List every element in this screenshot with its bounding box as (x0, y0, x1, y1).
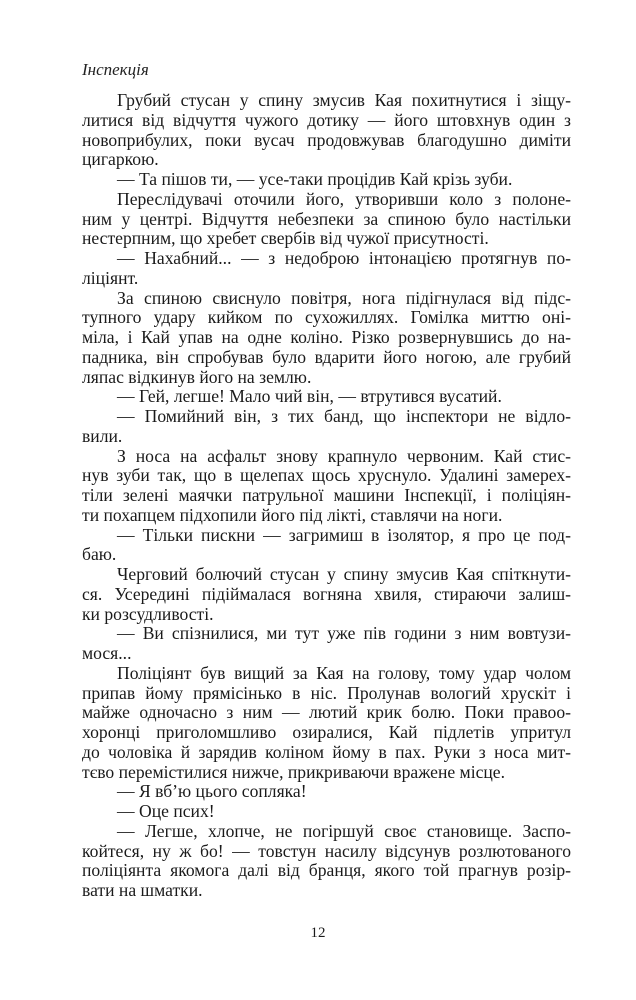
text-line: припав йому прямісінько в ніс. Пролунав вологий хрускіт і (82, 682, 571, 703)
text-line: вили. (82, 425, 123, 446)
text-line: ся. Усередині підіймалася вогняна хвиля, стираючи залиш- (82, 583, 571, 604)
body-text (82, 91, 571, 901)
text-line: тіли зелені маячки патрульної машини Інспекції, і поліціян- (82, 485, 571, 505)
text-line: — Я вб’ю цього сопляка! (117, 781, 307, 802)
text-line: — Оце псих! (117, 801, 215, 821)
text-line: нув зуби так, що в щелепах щось хруснуло. Удалині замерех- (82, 465, 571, 486)
text-line: міла, і Кай упав на одне коліно. Різко розвернувшись до на- (82, 327, 571, 347)
text-line: ним у центрі. Відчуття небезпеки за спиною було настільки (82, 208, 571, 229)
text-line: — Легше, хлопче, не погіршуй своє становище. Заспо- (117, 820, 571, 841)
text-line: — Тільки пискни — загримиш в ізолятор, я про це под- (117, 524, 571, 545)
text-line: ляпас відкинув його на землю. (82, 366, 312, 387)
text-line: ліціянт. (82, 267, 139, 288)
text-line: — Нахабний... — з недоброю інтонацією протягнув по- (117, 248, 571, 268)
text-line: нестерпним, що хребет свербів від чужої присутності. (82, 228, 489, 249)
text-line: баю. (82, 544, 117, 565)
text-line: Переслідувачі оточили його, утворивши коло з полоне- (117, 188, 571, 209)
text-line: — Та пішов ти, — усе-таки процідив Кай крізь зуби. (117, 169, 513, 189)
text-line: — Помийний він, з тих банд, що інспектори не відло- (117, 406, 571, 426)
text-line: хоронці приголомшливо озиралися, Кай підлетів упритул (82, 722, 571, 742)
text-line: Грубий стусан у спину змусив Кая похитнутися і зіщу- (117, 90, 571, 110)
page-number: 12 (310, 925, 326, 941)
text-line: мося... (82, 643, 132, 663)
text-line: литися від відчуття чужого дотику — його штовхнув один з (82, 109, 571, 130)
text-line: новоприбулих, поки вусач продовжував благодушно диміти (82, 129, 571, 150)
text-line: З носа на асфальт знову крапнуло червоним. Кай стис- (117, 445, 571, 466)
text-line: Черговий болючий стусан у спину змусив Кая спіткнути- (117, 564, 571, 584)
text-line: — Ви спізнилися, ми тут уже пів години з ним вовтузи- (117, 623, 571, 644)
text-line: ти похапцем підхопили його під лікті, ставлячи на ноги. (82, 504, 503, 525)
text-line: падника, він спробував було вдарити його ногою, але грубий (82, 346, 571, 367)
text-line: до чоловіка й зарядив коліном йому в пах. Руки з носа мит- (82, 741, 571, 762)
text-line: цигаркою. (82, 149, 159, 170)
text-line: поліціянта якомога далі від бранця, якого той прагнув розір- (82, 860, 571, 881)
text-line: тєво перемістилися нижче, прикриваючи вражене місце. (82, 761, 506, 782)
text-line: майже одночасно з ним — лютий крик болю. Поки правоо- (82, 702, 571, 723)
text-line: тупного удару кийком по сухожиллях. Гомілка миттю оні- (82, 307, 571, 328)
text-line: ки розсудливості. (82, 603, 214, 624)
running-head: Інспекція (82, 60, 149, 79)
text-line: За спиною свиснуло повітря, нога підігнулася від підс- (117, 287, 571, 308)
text-line: вати на шматки. (82, 880, 203, 900)
text-line: Поліціянт був вищий за Кая на голову, тому удар чолом (117, 662, 571, 683)
text-line: — Гей, легше! Мало чий він, — втрутився вусатий. (117, 386, 502, 407)
text-line: койтеся, ну ж бо! — товстун насилу відсунув розлютованого (82, 840, 571, 861)
